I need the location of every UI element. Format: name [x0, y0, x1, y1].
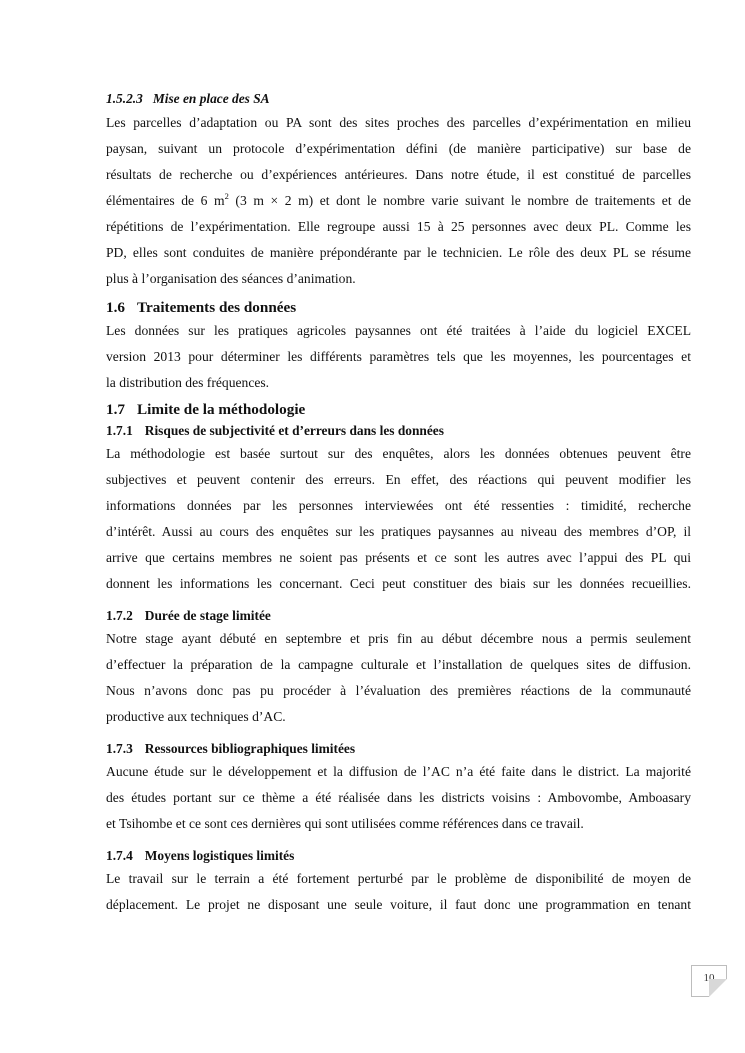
text-line: arrive que certains membres ne soient pas présents et ce sont les autres avec l’appui des PL qui [106, 550, 691, 565]
text-line: et Tsihombe et ce sont ces dernières qui sont utilisées comme références dans ce travail. [106, 816, 584, 831]
paragraph-traitements [106, 318, 691, 396]
heading-1-5-2-3 [106, 88, 691, 110]
text-line: d’effectuer la préparation de la campagne culturale et l’installation de quelques sites de diffusion. [106, 657, 691, 672]
text-line: Les parcelles d’adaptation ou PA sont des sites proches des parcelles d’expérimentation en milieu [106, 115, 691, 130]
heading-title: Durée de stage limitée [144, 608, 271, 623]
heading-number: 1.6 [106, 299, 125, 316]
text-fragment: élémentaires de 6 m [106, 193, 225, 208]
heading-1-7 [106, 400, 691, 420]
text-line: Notre stage ayant débuté en septembre et pris fin au début décembre nous a permis seulement [106, 631, 691, 646]
paragraph-duree-stage [106, 626, 691, 730]
text-line: déplacement. Le projet ne disposant une seule voiture, il faut donc une programmation en tenant [106, 897, 691, 912]
text-line: des études portant sur ce thème a été réalisée dans les districts voisins : Ambovombe, Amboasary [106, 790, 691, 805]
text-line: répétitions de l’expérimentation. Elle regroupe aussi 15 à 25 personnes avec deux PL. Comme les [106, 219, 691, 234]
paragraph-mise-en-place [106, 110, 691, 292]
heading-1-6 [106, 298, 691, 318]
text-line: résultats de recherche ou d’expériences antérieures. Dans notre étude, il est constitué de parcelles [106, 167, 691, 182]
paragraph-subjectivite [106, 441, 691, 597]
heading-number: 1.7.2 [106, 608, 133, 623]
text-line: d’intérêt. Aussi au cours des enquêtes sur les pratiques paysannes au niveau des membres d’OP, il [106, 524, 691, 539]
page-number-text: 10 [703, 972, 715, 984]
heading-title: Moyens logistiques limités [144, 848, 295, 863]
heading-title: Risques de subjectivité et d’erreurs dans les données [144, 423, 444, 438]
heading-1-7-3 [106, 738, 691, 759]
text-line: informations données par les personnes interviewées ont été ressenties : timidité, recherche [106, 498, 691, 513]
text-line: Le travail sur le terrain a été fortement perturbé par le problème de disponibilité de moyen de [106, 871, 691, 886]
text-fragment: (3 m × 2 m) et dont le nombre varie suivant le nombre de traitements et de [228, 193, 691, 208]
heading-number: 1.7.1 [106, 423, 133, 438]
text-line: plus à l’organisation des séances d’animation. [106, 271, 356, 286]
document-page [106, 88, 691, 918]
text-line: PD, elles sont conduites de manière prépondérante par le technicien. Le rôle des deux PL se résume [106, 245, 691, 260]
text-line: la distribution des fréquences. [106, 375, 270, 390]
text-line: Nous n’avons donc pas pu procéder à l’évaluation des premières réactions de la communauté [106, 683, 691, 698]
heading-1-7-2 [106, 605, 691, 626]
heading-title: Limite de la méthodologie [136, 401, 306, 418]
paragraph-ressources [106, 759, 691, 837]
heading-number: 1.7 [106, 401, 125, 418]
page-fold-corner [709, 979, 727, 997]
text-line: donnent les informations les concernant. Ceci peut constituer des biais sur les données recueillies. [106, 576, 691, 591]
superscript: 2 [224, 191, 229, 201]
heading-title: Traitements des données [136, 299, 297, 316]
heading-number: 1.5.2.3 [106, 91, 143, 106]
heading-title: Ressources bibliographiques limitées [144, 741, 356, 756]
heading-number: 1.7.4 [106, 848, 133, 863]
heading-1-7-4 [106, 845, 691, 866]
heading-1-7-1 [106, 420, 691, 441]
text-line: paysan, suivant un protocole d’expérimentation défini (de manière participative) sur base de [106, 141, 691, 156]
text-line: La méthodologie est basée surtout sur des enquêtes, alors les données obtenues peuvent être [106, 446, 691, 461]
text-line: version 2013 pour déterminer les différents paramètres tels que les moyennes, les pourcentages et [106, 349, 691, 364]
paragraph-logistique [106, 866, 691, 918]
heading-number: 1.7.3 [106, 741, 133, 756]
page-number [691, 965, 727, 997]
text-line: Les données sur les pratiques agricoles paysannes ont été traitées à l’aide du logiciel EXCEL [106, 323, 691, 338]
text-line: subjectives et peuvent contenir des erreurs. En effet, des réactions qui peuvent modifier les [106, 472, 691, 487]
text-line-with-superscript [106, 188, 691, 214]
text-line: productive aux techniques d’AC. [106, 709, 286, 724]
text-line: Aucune étude sur le développement et la diffusion de l’AC n’a été faite dans le district. La majorité [106, 764, 691, 779]
heading-title: Mise en place des SA [152, 91, 270, 106]
